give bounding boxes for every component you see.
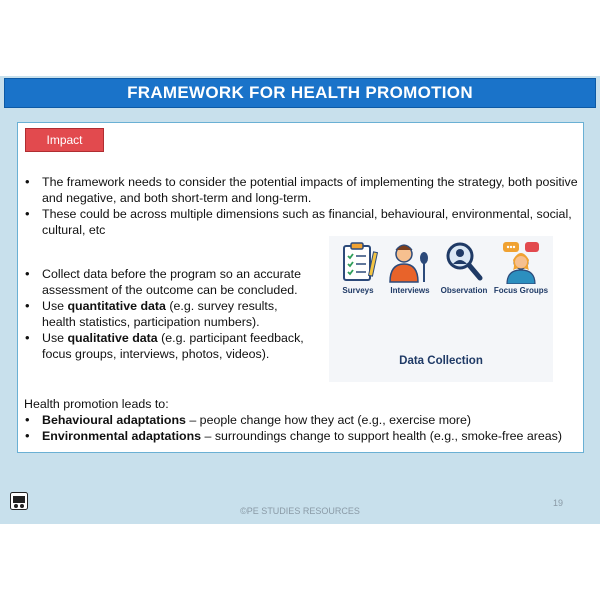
observation-item — [440, 240, 488, 295]
list-item: • Use quantitative data (e.g. survey results, health statistics, participation numbers). — [24, 298, 314, 330]
impact-section-label: Impact — [25, 128, 104, 152]
impact-bullet-list — [24, 174, 584, 238]
page-number: 19 — [553, 498, 564, 508]
environmental-term: Environmental adaptations — [42, 429, 202, 443]
list-item: • Environmental adaptations – surroundings change to support health (e.g., smoke-free areas) — [24, 428, 584, 444]
list-item: • These could be across multiple dimensions such as financial, behavioural, environmental, social, cultural, etc — [24, 206, 584, 238]
clipboard-checklist-icon — [338, 240, 378, 284]
list-item: • Behavioural adaptations – people change how they act (e.g., exercise more) — [24, 412, 584, 428]
person-interview-icon — [386, 240, 434, 284]
data-bullet-list — [24, 266, 314, 362]
quantitative-term: quantitative data — [67, 299, 166, 313]
focus-groups-item — [493, 240, 549, 295]
interviews-label: Interviews — [390, 286, 430, 295]
focus-groups-label: Focus Groups — [493, 286, 549, 295]
group-chat-icon — [499, 240, 543, 284]
title-bar — [4, 78, 596, 108]
interviews-item — [386, 240, 434, 295]
surveys-item — [334, 240, 382, 295]
list-item: • Use qualitative data (e.g. participant feedback, focus groups, interviews, photos, videos). — [24, 330, 314, 362]
behavioural-term: Behavioural adaptations — [42, 413, 186, 427]
copyright-footer: ©PE STUDIES RESOURCES — [240, 506, 360, 516]
list-item: • The framework needs to consider the potential impacts of implementing the strategy, both positive and negative, and both short-term and long-term. — [24, 174, 584, 206]
slide — [0, 76, 600, 524]
magnifying-glass-icon — [444, 240, 484, 284]
data-collection-graphic — [329, 236, 553, 382]
slide-title: FRAMEWORK FOR HEALTH PROMOTION — [127, 83, 473, 102]
adaptations-list — [24, 412, 584, 444]
observation-label: Observation — [440, 286, 488, 295]
list-item: • Collect data before the program so an accurate assessment of the outcome can be concluded. — [24, 266, 314, 298]
surveys-label: Surveys — [342, 286, 374, 295]
data-collection-title: Data Collection — [399, 355, 483, 367]
qualitative-term: qualitative data — [67, 331, 158, 345]
leads-to-intro: Health promotion leads to: — [24, 397, 169, 411]
